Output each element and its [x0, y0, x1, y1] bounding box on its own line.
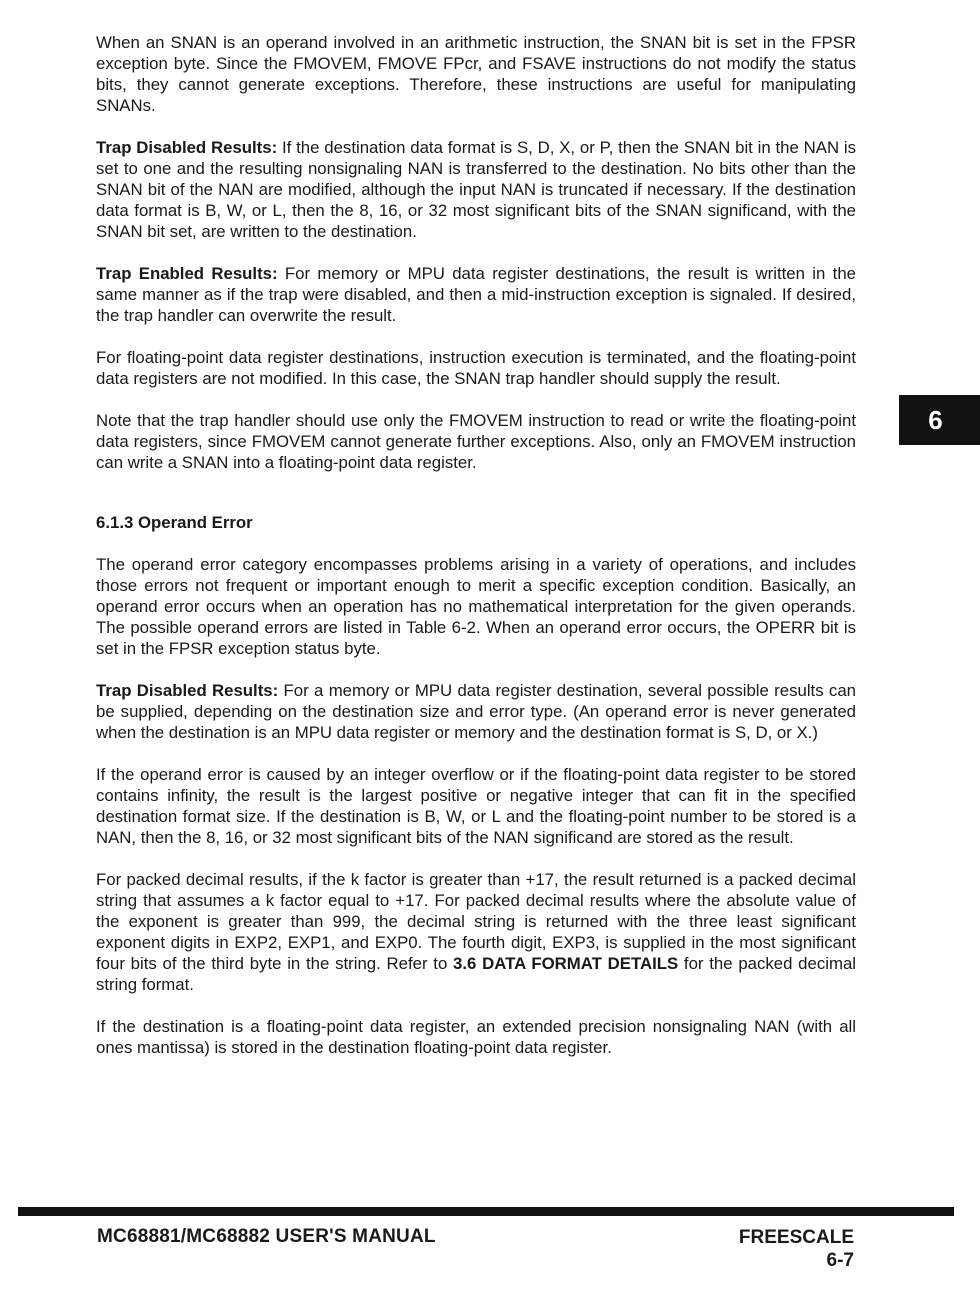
paragraph-trap-disabled-operr: Trap Disabled Results: For a memory or MPU data register destination, several possible results can be supplied, depending on the destination size and error type. (An operand error is never generated when the destination is an MPU data register or memory and the destination format is S, D, or X.): [96, 681, 856, 742]
page-number: 6-7: [826, 1250, 854, 1271]
footer-brand: FREESCALE: [738, 1227, 854, 1248]
paragraph-snan-operand: When an SNAN is an operand involved in an arithmetic instruction, the SNAN bit is set in the FPSR exception byte. Since the FMOVEM, FMOVE FPcr, and FSAVE instructions do not modify the status bits, they cannot generate exceptions. Therefore, these instructions are useful for manipulating SNANs.: [96, 33, 856, 115]
page-body: [96, 32, 856, 1079]
run-in-heading: Trap Disabled Results:: [96, 138, 278, 157]
run-in-heading: Trap Enabled Results:: [96, 264, 278, 283]
paragraph-fp-register-destinations: For floating-point data register destinations, instruction execution is terminated, and the floating-point data registers are not modified. In this case, the SNAN trap handler should supply the result.: [96, 348, 856, 388]
paragraph-fp-destination-nan: If the destination is a floating-point data register, an extended precision nonsignaling NAN (with all ones mantissa) is stored in the destination floating-point data register.: [96, 1017, 856, 1057]
footer-right-block: [739, 1226, 854, 1272]
cross-reference: 3.6 DATA FORMAT DETAILS: [453, 954, 679, 973]
paragraph-packed-decimal: For packed decimal results, if the k factor is greater than +17, the result returned is a packed decimal string that assumes a k factor equal to +17. For packed decimal results where the absolute value of the exponent is greater than 999, the decimal string is returned with the three least significant exponent digits in EXP2, EXP1, and EXP0. The fourth digit, EXP3, is supplied in the most significant four bits of the third byte in the string. Refer to 3.6 DATA FORMAT DETAILS for the packed decimal string format.: [96, 870, 857, 994]
chapter-tab: 6: [899, 395, 980, 445]
footer-rule: [18, 1207, 954, 1216]
paragraph-operand-error-intro: The operand error category encompasses problems arising in a variety of operations, and includes those errors not frequent or important enough to merit a specific exception condition. Basically, an operand error occurs when an operation has no mathematical interpretation for the given operands. The possible operand errors are listed in Table 6-2. When an operand error occurs, the OPERR bit is set in the FPSR exception status byte.: [96, 555, 856, 658]
run-in-heading: Trap Disabled Results:: [96, 681, 279, 700]
paragraph-trap-disabled-snan: Trap Disabled Results: If the destination data format is S, D, X, or P, then the SNAN bit in the NAN is set to one and the resulting nonsignaling NAN is transferred to the destination. No bits other than the SNAN bit of the NAN are modified, although the input NAN is truncated if necessary. If the destination data format is B, W, or L, then the 8, 16, or 32 most significant bits of the SNAN significand, with the SNAN bit set, are written to the destination.: [96, 138, 856, 241]
paragraph-fmovem-note: Note that the trap handler should use only the FMOVEM instruction to read or write the floating-point data registers, since FMOVEM cannot generate further exceptions. Also, only an FMOVEM instruction can write a SNAN into a floating-point data register.: [96, 411, 856, 472]
footer-manual-title: MC68881/MC68882 USER'S MANUAL: [97, 1226, 436, 1247]
section-heading-operand-error: 6.1.3 Operand Error: [96, 513, 253, 532]
paragraph-integer-overflow: If the operand error is caused by an integer overflow or if the floating-point data register to be stored contains infinity, the result is the largest positive or negative integer that can fit in the specified destination format size. If the destination is B, W, or L and the floating-point number to be stored is a NAN, then the 8, 16, or 32 most significant bits of the NAN significand are stored as the result.: [96, 765, 856, 847]
paragraph-trap-enabled-snan: Trap Enabled Results: For memory or MPU data register destinations, the result is written in the same manner as if the trap were disabled, and then a mid-instruction exception is signaled. If desired, the trap handler can overwrite the result.: [96, 264, 856, 325]
